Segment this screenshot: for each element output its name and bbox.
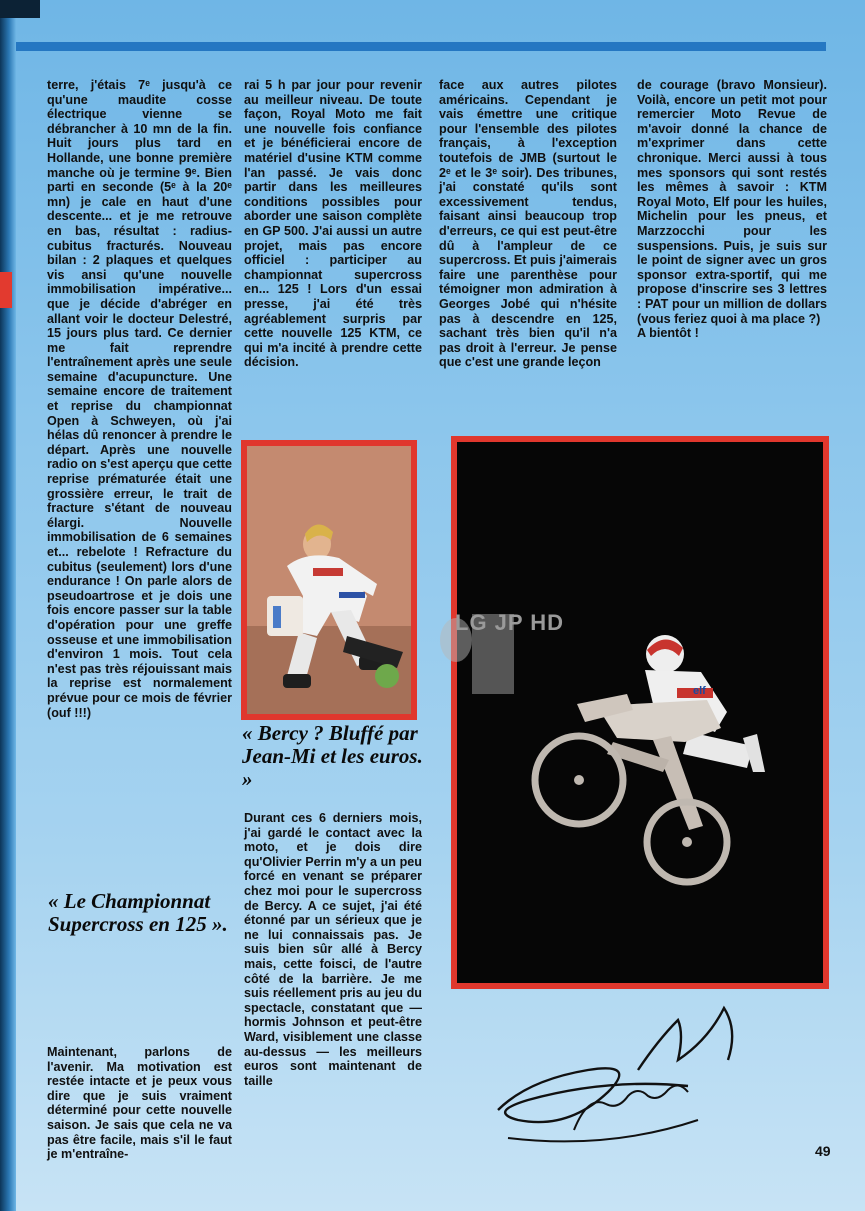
page-spine-shadow [0,0,16,1211]
column-1-lower-text: Maintenant, parlons de l'avenir. Ma motivation est restée intacte et je peux vous dire que je suis vraiment déterminé pour cette nouvelle saison. Je sais que cela ne va pas être facile, mais s'il le faut je m'entraîne- [47,1045,232,1162]
column-1-text: terre, j'étais 7ᵉ jusqu'à ce qu'une maudite cosse électrique vienne se débrancher à 10 mn de la fin. Huit jours plus tard en Hollande, une bonne première manche où je termine 9ᵉ. Bien parti en seconde (5ᵉ à la 20ᵉ mn) je cale en haut d'une descente... et je me retrouve en bas, résultat : radius-cubitus fracturés. Nouveau bilan : 2 plaques et quelques vis ansi qu'une nouvelle immobilisation impérative... que je décide d'abréger en allant voir le docteur Delestré, 15 jours plus tard. Ce dernier me fait reprendre l'entraînement après une seule semaine d'acupuncture. Une semaine encore de traitement et reprise du championnat Open à Schweyen, où j'ai hélas dû renoncer à prendre le départ. Après une nouvelle radio on s'est aperçu que cette reprise prématurée était une grossière erreur, le trait de fracture s'étant de nouveau élargi. Nouvelle immobilisation de 6 semaines et... rebelote ! Refracture du cubitus (seulement) lors d'une endurance ! On parle alors de pseudoartrose et je dois une fois encore passer sur la table d'opération pour une greffe osseuse et une immobilisation d'environ 1 mois. Tout cela n'est pas très réjouissant mais la reprise est normalement prévue pour ce mois de février (ouf !!!) [47,78,232,720]
watermark-text: LG JP HD [455,610,565,635]
bike-elf-label: elf [693,685,706,697]
top-blue-band [16,42,826,51]
photo-motocross-jump-image [457,442,823,983]
left-red-mark [0,272,12,308]
column-2 [244,78,422,370]
photo-motocross-jump [451,436,829,989]
column-4-text: de courage (bravo Monsieur). Voilà, encore un petit mot pour remercier Moto Revue de m'avoir donné la chance de m'exprimer dans cette chronique. Merci aussi à tous mes sponsors qui sont restés les mêmes à savoir : KTM Royal Moto, Elf pour les huiles, Michelin pour les pneus, et Marzzocchi pour les suspensions. Puis, je suis sur le point de signer avec un gros sponsor extra-sportif, qui me propose d'inscrire ses 3 lettres : PAT pour un million de dollars (vous feriez quoi à ma place ?) [637,78,827,326]
photo-rider-seated-image [247,446,411,714]
column-2-text: rai 5 h par jour pour revenir au meilleur niveau. De toute façon, Royal Moto me fait une nouvelle fois confiance et je bénéficierai encore de matériel d'usine KTM comme l'an passé. Je vais donc partir dans les meilleures conditions possibles pour aborder une saison complète en GP 500. J'ai aussi un autre projet, mais pas encore officiel : participer au championnat supercross en... 125 ! Lors d'un essai presse, j'ai été très agréablement surpris par cette nouvelle 125 KTM, ce qui m'a incité à prendre cette décision. [244,78,422,370]
heading-supercross-125: « Le Championnat Supercross en 125 ». [48,889,228,936]
column-1 [47,78,232,720]
column-3-text: face aux autres pilotes américains. Cependant je vais émettre une critique pour l'ensemble des pilotes français, à l'exception toutefois de JMB (surtout le 2ᵉ et le 3ᵉ soir). Des tribunes, j'ai constaté qu'ils sont excessivement tendus, faisant ainsi beaucoup trop d'erreurs, ce qui est peut-être dû à l'ampleur de ce supercross. Et puis j'aimerais faire une parenthèse pour témoigner mon admiration à Georges Jobé qui n'hésite pas à descendre en 125, sachant très bien qu'il n'a pas droit à l'erreur. Je pense que c'est une grande leçon [439,78,617,370]
heading-bercy: « Bercy ? Bluffé par Jean-Mi et les euros. » [242,721,423,791]
column-3 [439,78,617,370]
motocross-jump-illustration [457,442,823,983]
handwritten-signature [488,1000,758,1150]
photo-rider-seated [241,440,417,720]
rider-seated-illustration [247,446,411,714]
page-number: 49 [815,1143,831,1159]
corner-dark [0,0,40,18]
column-4 [637,78,827,341]
column-2-lower-text: Durant ces 6 derniers mois, j'ai gardé le contact avec la moto, et je dois dire qu'Olivier Perrin m'y a un peu forcé en venant se préparer chez moi pour le supercross de Bercy. A ce sujet, j'ai été étonné par un sérieux que je ne lui connaissais pas. Je suis bien sûr allé à Bercy mais, cette foisci, de l'autre côté de la barrière. Je me suis réellement pris au jeu du spectacle, constatant que — hormis Johnson et peut-être Ward, visiblement une classe au-dessus — les meilleurs euros sont maintenant de taille [244,811,422,1088]
column-4-sign-off: A bientôt ! [637,326,699,341]
